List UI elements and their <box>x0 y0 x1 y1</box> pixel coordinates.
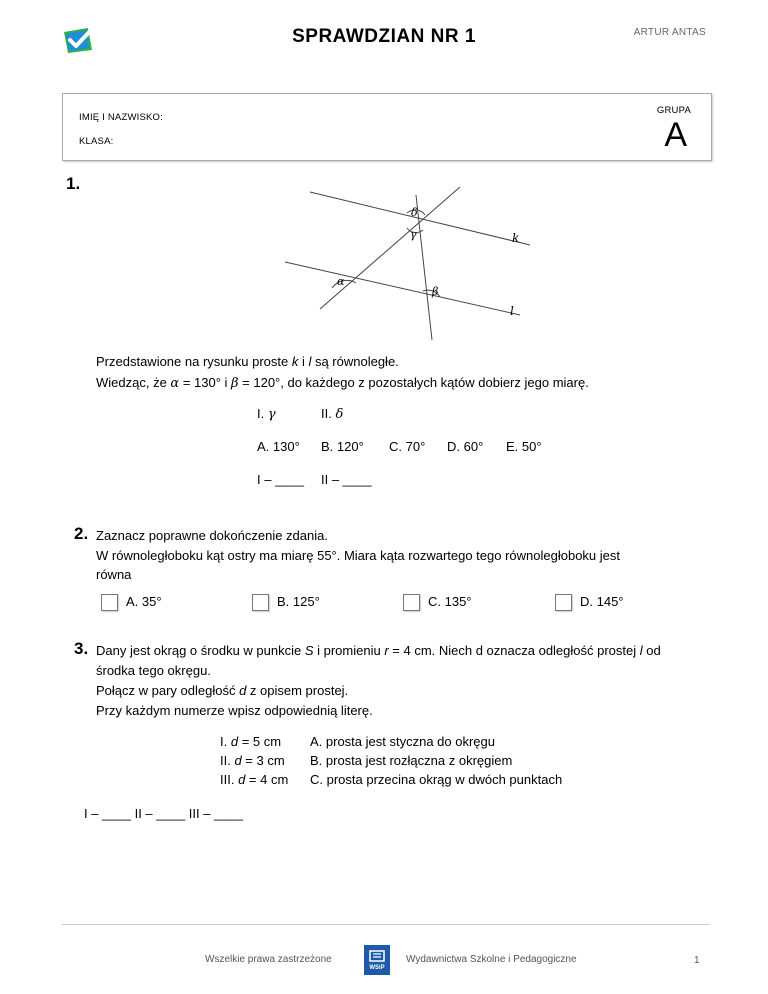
q2-option-a[interactable]: A. 35° <box>101 592 162 611</box>
q1-option-d: D. 60° <box>447 439 484 454</box>
group-value: A <box>664 116 687 154</box>
label-beta: β <box>432 285 439 298</box>
q1-item-ii: II. δ <box>321 406 344 422</box>
q1-answer-i[interactable]: I – ____ <box>257 472 304 487</box>
q1-answer-ii[interactable]: II – ____ <box>321 472 372 487</box>
label-gamma: γ <box>410 228 417 241</box>
q1-option-a: A. 130° <box>257 439 300 454</box>
checkbox[interactable] <box>555 594 572 611</box>
question-1-number: 1. <box>66 174 81 193</box>
parallel-lines-figure <box>280 185 540 345</box>
q3-desc-b: B. prosta jest rozłączna z okręgiem <box>310 753 513 768</box>
checkbox[interactable] <box>403 594 420 611</box>
q3-statement: Dany jest okrąg o środku w punkcie S i promieniu r = 4 cm. Niech d oznacza odległość prostej l od <box>96 643 661 658</box>
name-label: IMIĘ I NAZWISKO: <box>79 112 163 123</box>
q3-instruction: Połącz w pary odległość d z opisem prostej. <box>96 683 349 698</box>
wsip-logo-icon <box>364 945 390 975</box>
q3-item-iii: III. d = 4 cm <box>220 772 289 787</box>
q1-instruction: Wiedząc, że α = 130° i β = 120°, do każdego z pozostałych kątów dobierz jego miarę. <box>96 375 589 391</box>
q2-option-c[interactable]: C. 135° <box>403 592 472 611</box>
footer-rights: Wszelkie prawa zastrzeżone <box>205 954 332 965</box>
label-delta: δ <box>411 206 418 219</box>
q3-item-ii: II. d = 3 cm <box>220 753 285 768</box>
q1-option-e: E. 50° <box>506 439 542 454</box>
q2-instruction: Zaznacz poprawne dokończenie zdania. <box>96 528 328 543</box>
transversal-2 <box>320 187 460 309</box>
q1-option-b: B. 120° <box>321 439 364 454</box>
q1-option-c: C. 70° <box>389 439 426 454</box>
q3-desc-c: C. prosta przecina okrąg w dwóch punktach <box>310 772 563 787</box>
footer-publisher: Wydawnictwa Szkolne i Pedagogiczne <box>406 954 577 965</box>
q2-option-d[interactable]: D. 145° <box>555 592 624 611</box>
page-number: 1 <box>694 955 700 966</box>
checkbox[interactable] <box>252 594 269 611</box>
q3-desc-a: A. prosta jest styczna do okręgu <box>310 734 495 749</box>
q3-statement-cont: środka tego okręgu. <box>96 663 211 678</box>
line-l <box>285 262 520 315</box>
student-info-box <box>62 93 712 161</box>
q1-item-i: I. γ <box>257 406 276 422</box>
checkbox[interactable] <box>101 594 118 611</box>
q3-item-i: I. d = 5 cm <box>220 734 282 749</box>
q3-instruction-2: Przy każdym numerze wpisz odpowiednią literę. <box>96 703 373 718</box>
question-3-number: 3. <box>74 639 89 658</box>
author-name: ARTUR ANTAS <box>633 27 706 38</box>
line-k <box>310 192 530 245</box>
wsip-logo-text: WSiP <box>369 965 385 971</box>
page-title: SPRAWDZIAN NR 1 <box>292 26 476 47</box>
transversal-1 <box>416 195 432 340</box>
group-label: GRUPA <box>656 105 691 116</box>
q2-option-b[interactable]: B. 125° <box>252 592 320 611</box>
class-label: KLASA: <box>79 136 114 147</box>
label-l: l <box>510 304 514 318</box>
footer-divider <box>62 924 710 925</box>
label-k: k <box>512 231 520 245</box>
label-alpha: α <box>337 275 345 288</box>
q2-statement: W równoległoboku kąt ostry ma miarę 55°. Miara kąta rozwartego tego równoległoboku jest <box>96 548 621 563</box>
q2-statement-end: równa <box>96 567 132 582</box>
question-2-number: 2. <box>74 524 89 543</box>
q3-answer-line[interactable]: I – ____ II – ____ III – ____ <box>84 806 244 821</box>
q1-statement: Przedstawione na rysunku proste k i l są równoległe. <box>96 354 399 369</box>
